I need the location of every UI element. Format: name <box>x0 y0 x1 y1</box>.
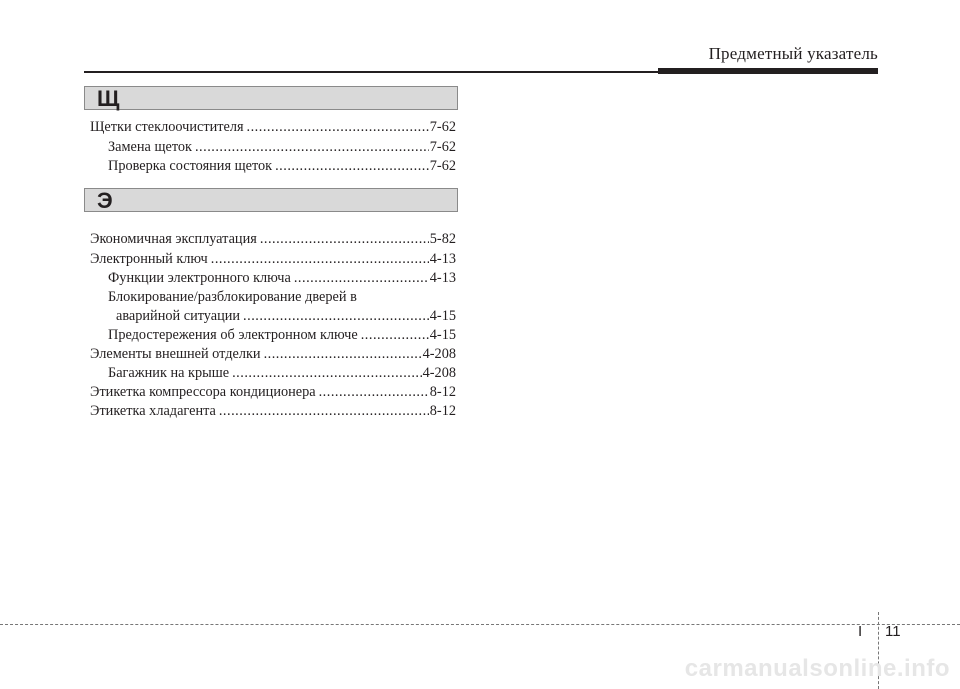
watermark: carmanualsonline.info <box>684 655 950 682</box>
header-rule <box>84 71 660 73</box>
section-letter: Щ <box>97 86 120 111</box>
entry-label: аварийной ситуации <box>116 308 241 324</box>
entry-label: Функции электронного ключа <box>108 270 291 286</box>
entry-label: Проверка состояния щеток <box>108 158 273 174</box>
entry-page: 7-62 <box>429 158 456 174</box>
footer-rule <box>0 624 960 625</box>
section-header-e <box>84 188 458 212</box>
entry-page: 5-82 <box>429 231 456 247</box>
entry-page: 8-12 <box>429 384 456 400</box>
entry-label: Багажник на крыше <box>108 365 230 381</box>
entry-page: 4-208 <box>422 346 456 362</box>
entry-label: Блокирование/разблокирование дверей в <box>108 289 357 305</box>
index-subentry[interactable] <box>108 155 456 177</box>
entry-page: 4-13 <box>429 251 456 267</box>
entry-label: Элементы внешней отделки <box>90 346 261 362</box>
entry-page: 4-15 <box>429 308 456 324</box>
entry-page: 8-12 <box>429 403 456 419</box>
entry-label: Предостережения об электронном ключе <box>108 327 358 343</box>
page-number: 11 <box>885 623 901 640</box>
index-entry[interactable] <box>90 116 456 138</box>
entry-page: 4-208 <box>422 365 456 381</box>
entry-page: 7-62 <box>429 119 456 135</box>
page-title: Предметный указатель <box>708 44 878 63</box>
entry-page: 4-15 <box>429 327 456 343</box>
leader-dots <box>247 116 429 138</box>
entry-label: Этикетка хладагента <box>90 403 216 419</box>
entry-label: Экономичная эксплуатация <box>90 231 257 247</box>
leader-dots <box>219 400 429 422</box>
leader-dots <box>260 228 429 250</box>
section-letter: Э <box>97 188 113 213</box>
entry-label: Этикетка компрессора кондиционера <box>90 384 316 400</box>
index-entry[interactable] <box>90 228 456 250</box>
section-header-shch <box>84 86 458 110</box>
entry-label: Щетки стеклоочистителя <box>90 119 244 135</box>
entry-page: 4-13 <box>429 270 456 286</box>
leader-dots <box>275 155 429 177</box>
entry-page: 7-62 <box>429 139 456 155</box>
entry-label: Электронный ключ <box>90 251 208 267</box>
index-entry[interactable] <box>90 400 456 422</box>
entry-label: Замена щеток <box>108 139 192 155</box>
section-marker: I <box>858 623 863 640</box>
header-bar <box>658 68 878 74</box>
